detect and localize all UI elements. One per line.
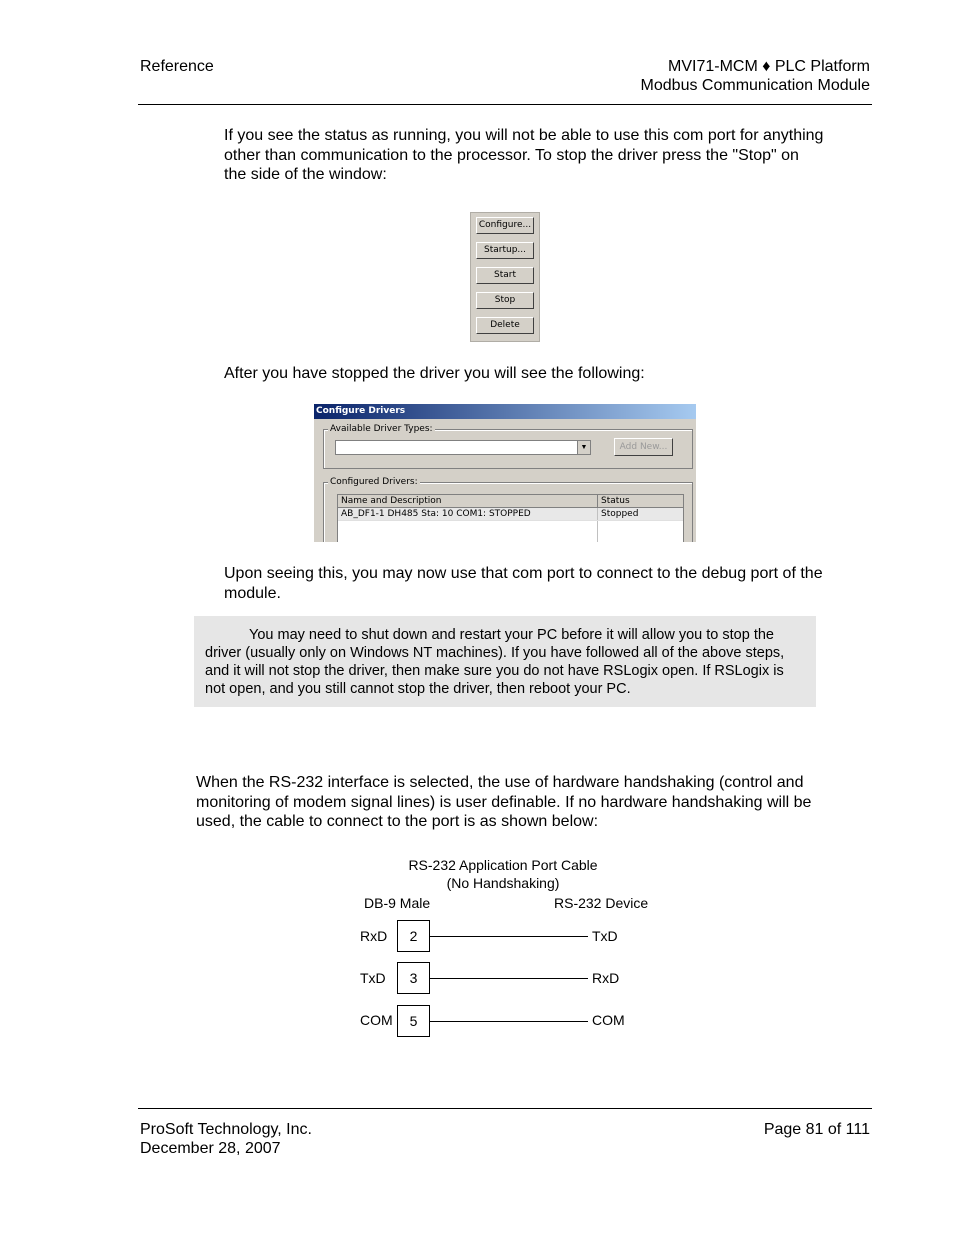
column-divider <box>597 508 598 542</box>
window-title: Configure Drivers <box>314 404 696 419</box>
right-signal-com: COM <box>592 1012 625 1028</box>
db9-male-label: DB-9 Male <box>364 895 431 911</box>
chevron-down-icon[interactable]: ▼ <box>577 441 590 454</box>
right-signal-txd: TxD <box>592 928 618 944</box>
wire-line <box>430 936 588 937</box>
header-rule <box>138 104 872 105</box>
add-new-button[interactable]: Add New... <box>614 438 673 456</box>
wire-line <box>430 1021 588 1022</box>
left-signal-txd: TxD <box>360 970 386 986</box>
driver-status-cell: Stopped <box>601 509 639 519</box>
rs232-device-label: RS-232 Device <box>554 895 649 911</box>
header-product-subtitle: Modbus Communication Module <box>640 77 870 94</box>
cable-diagram <box>340 855 670 1045</box>
paragraph-rs232: When the RS-232 interface is selected, the use of hardware handshaking (control and monitoring of modem signal lines) is user definable. If no hardware handshaking will be used, the cable to connect to the port is as shown below: <box>196 774 812 830</box>
left-signal-rxd: RxD <box>360 928 388 944</box>
configure-button[interactable]: Configure... <box>476 217 534 234</box>
header-product-title: MVI71-MCM ♦ PLC Platform <box>668 58 870 75</box>
startup-button[interactable]: Startup... <box>476 242 534 259</box>
pin-box: 5 <box>397 1005 430 1037</box>
footer-page-number: Page 81 of 111 <box>763 1121 870 1138</box>
column-header-name[interactable]: Name and Description <box>338 495 598 508</box>
drivers-list[interactable] <box>337 494 684 542</box>
driver-type-select[interactable] <box>335 440 591 455</box>
left-signal-com: COM <box>360 1012 393 1028</box>
row-divider <box>338 520 683 521</box>
diagram-subtitle: (No Handshaking) <box>446 875 560 891</box>
header-section-label: Reference <box>140 58 214 75</box>
delete-button[interactable]: Delete <box>476 317 534 334</box>
paragraph-after-stop: After you have stopped the driver you will see the following: <box>224 365 645 382</box>
paragraph-stop-driver: If you see the status as running, you will not be able to use this com port for anything other than communication to the processor. To stop the driver press the "Stop" on the side of the window: <box>224 127 824 183</box>
configured-drivers-label: Configured Drivers: <box>330 477 418 487</box>
paragraph-debug-port: Upon seeing this, you may now use that com port to connect to the debug port of the module. <box>224 565 823 602</box>
pin-box: 3 <box>397 962 430 994</box>
table-row[interactable] <box>338 508 683 520</box>
driver-buttons-panel <box>470 212 540 342</box>
configure-drivers-window <box>314 404 696 542</box>
wire-line <box>430 978 588 979</box>
start-button[interactable]: Start <box>476 267 534 284</box>
diagram-title: RS-232 Application Port Cable <box>408 857 598 873</box>
stop-button[interactable]: Stop <box>476 292 534 309</box>
footer-company: ProSoft Technology, Inc. <box>140 1121 312 1138</box>
pin-box: 2 <box>397 920 430 952</box>
driver-name-cell: AB_DF1-1 DH485 Sta: 10 COM1: STOPPED <box>341 509 531 519</box>
available-driver-label: Available Driver Types: <box>330 424 433 434</box>
note-box <box>194 616 816 707</box>
footer-date: December 28, 2007 <box>140 1140 281 1157</box>
column-header-status[interactable]: Status <box>598 495 683 508</box>
right-signal-rxd: RxD <box>592 970 620 986</box>
note-text: You may need to shut down and restart your PC before it will allow you to stop the driver (usually only on Windows NT machines). If you have followed all of the above steps, and it will not stop the driver, then make sure you do not have RSLogix open. If RSLogix is not open, and you still cannot stop the driver, then reboot your PC. <box>205 627 785 697</box>
footer-rule <box>138 1108 872 1109</box>
